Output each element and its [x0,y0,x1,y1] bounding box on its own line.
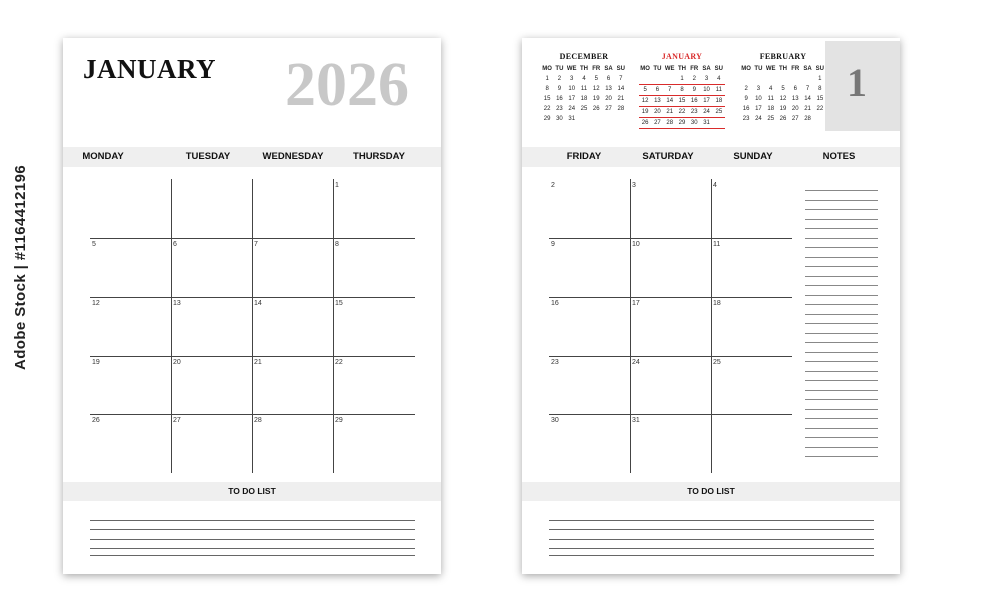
notes-line [805,304,878,305]
mini-week-row [740,84,826,94]
mini-weekday: SU [616,66,625,72]
mini-weekday: MO [640,66,650,72]
mini-date: 5 [594,76,598,82]
mini-date: 4 [769,86,773,92]
mini-date: 22 [543,106,551,112]
mini-date: 24 [568,106,576,112]
mini-date: 6 [655,87,660,93]
grid-col-line [711,179,712,473]
todo-line [90,555,415,556]
todo-header-bar [522,482,900,501]
day-header-tuesday: TUESDAY [185,151,231,162]
mini-date: 2 [744,86,748,92]
notes-line [805,390,878,391]
notes-line [805,399,878,400]
date-number: 20 [173,359,181,366]
year-label: 2026 [285,51,409,119]
date-number: 2 [551,182,555,189]
mini-date: 30 [556,116,563,122]
mini-week-row [639,118,725,129]
mini-date: 7 [805,86,810,92]
mini-date: 2 [692,76,696,82]
todo-line [549,520,874,521]
notes-line [805,247,878,248]
day-header-saturday: SATURDAY [642,151,694,162]
mini-weekday: SA [604,66,613,72]
mini-date [664,74,676,84]
mini-date [740,74,752,84]
notes-line [805,228,878,229]
mini-date: 21 [666,109,674,115]
mini-date: 27 [791,116,799,122]
mini-date: 3 [756,86,761,92]
left-planner-page [63,38,441,574]
mini-date: 4 [717,76,721,82]
mini-weekday: TU [754,66,763,72]
mini-date: 9 [557,86,562,92]
mini-date: 11 [767,96,774,102]
mini-date: 13 [791,96,799,102]
mini-weekday: TU [555,66,564,72]
date-number: 27 [173,417,181,424]
mini-date [777,74,789,84]
todo-label: TO DO LIST [687,486,735,496]
grid-col-line [171,179,172,473]
date-number: 13 [173,300,181,307]
date-number: 6 [173,241,177,248]
mini-date: 25 [580,106,588,112]
notes-line [805,295,878,296]
grid-row-line [549,238,792,239]
mini-weekday: TH [677,66,686,72]
notes-line [805,266,878,267]
mini-date [752,74,764,84]
notes-line [805,200,878,201]
mini-weekday: FR [690,66,699,72]
mini-date [713,118,725,128]
mini-date: 28 [804,116,811,122]
notes-line [805,276,878,277]
mini-date: 10 [755,96,762,102]
mini-weekday-row [541,64,627,74]
mini-weekday: SU [815,66,824,72]
grid-col-line [630,179,631,473]
mini-date [590,114,602,124]
mini-calendar [541,52,627,124]
date-number: 23 [551,359,559,366]
todo-line [90,520,415,521]
mini-date: 15 [543,96,551,102]
mini-date: 7 [619,76,623,82]
mini-date: 20 [605,96,612,102]
mini-date: 29 [678,120,686,126]
mini-date: 12 [641,98,649,104]
month-title: JANUARY [83,54,217,84]
todo-line [90,539,415,540]
mini-weekday: WE [765,66,776,72]
notes-line [805,409,878,410]
mini-date: 17 [568,96,576,102]
notes-line [805,257,878,258]
date-number: 17 [632,300,640,307]
notes-line [805,323,878,324]
mini-date: 20 [791,106,799,112]
date-number: 16 [551,300,559,307]
day-header-wednesday: WEDNESDAY [262,151,324,162]
mini-date: 29 [543,116,551,122]
mini-date: 28 [617,106,625,112]
day-header-sunday: SUNDAY [733,151,773,162]
mini-week-row [541,74,627,84]
mini-date: 1 [545,76,549,82]
mini-date: 18 [715,98,723,104]
mini-weekday-row [740,64,826,74]
notes-line [805,352,878,353]
date-number: 10 [632,241,640,248]
mini-calendar-title: JANUARY [661,52,703,61]
mini-date: 17 [755,106,762,112]
mini-date: 24 [703,109,710,115]
mini-date: 16 [690,98,698,104]
mini-date: 15 [678,98,686,104]
mini-date: 21 [617,96,625,102]
mini-week-row [541,94,627,104]
mini-week-row [639,85,725,96]
mini-date: 18 [580,96,588,102]
mini-date: 8 [818,86,822,92]
date-number: 5 [92,241,96,248]
mini-date: 21 [804,106,811,112]
todo-line [549,555,874,556]
mini-date: 27 [654,120,661,126]
mini-date: 10 [568,86,576,92]
notes-line [805,380,878,381]
date-number: 1 [335,182,339,189]
date-number: 9 [551,241,555,248]
date-number: 15 [335,300,343,307]
mini-date: 23 [556,106,563,112]
notes-line [805,314,878,315]
date-number: 18 [713,300,721,307]
date-number: 7 [254,241,258,248]
mini-week-row [740,104,826,114]
mini-weekday: SA [702,66,711,72]
mini-weekday: MO [741,66,751,72]
mini-date: 11 [580,86,588,92]
mini-date: 2 [557,76,562,82]
mini-date: 9 [692,87,696,93]
mini-week-row [639,107,725,118]
notes-line [805,456,878,457]
mini-date: 18 [767,106,775,112]
grid-row-line [549,356,792,357]
notes-line [805,342,878,343]
mini-date: 26 [641,120,649,126]
stock-id-text: Adobe Stock | #1164412196 [12,164,29,370]
notes-line [805,190,878,191]
week-number: 1 [847,60,867,105]
notes-line [805,447,878,448]
mini-date: 10 [703,87,710,93]
mini-date: 31 [703,120,710,126]
notes-line [805,428,878,429]
mini-date [602,114,614,124]
mini-date [651,74,663,84]
mini-weekday: SU [714,66,723,72]
mini-date [765,74,777,84]
mini-date: 27 [605,106,612,112]
mini-date: 13 [654,98,661,104]
mini-date: 12 [592,86,600,92]
date-number: 25 [713,359,721,366]
mini-date: 14 [666,98,674,104]
date-number: 11 [713,241,721,248]
mini-weekday-row [639,64,725,74]
mini-weekday: TU [653,66,662,72]
mini-week-row [639,96,725,107]
notes-line [805,437,878,438]
mini-date: 20 [654,109,661,115]
grid-row-line [549,297,792,298]
mini-date: 14 [617,86,625,92]
mini-date [789,74,801,84]
notes-line [805,361,878,362]
notes-line [805,219,878,220]
mini-date: 30 [690,120,698,126]
todo-line [90,529,415,530]
date-number: 30 [551,417,559,424]
day-header-bar [522,147,900,167]
date-number: 3 [632,182,636,189]
mini-weekday: TH [579,66,588,72]
mini-date: 23 [690,109,698,115]
mini-date: 7 [668,87,672,93]
mini-date: 25 [767,116,775,122]
date-number: 31 [632,417,640,424]
mini-date: 14 [804,96,811,102]
mini-date [615,114,627,124]
mini-calendar [740,52,826,124]
mini-date [801,74,813,84]
mini-date [578,114,590,124]
todo-label: TO DO LIST [228,486,276,496]
week-number-box [825,41,900,131]
day-header-thursday: THURSDAY [353,151,405,162]
mini-date: 6 [793,86,797,92]
mini-weekday: FR [592,66,601,72]
mini-date: 24 [755,116,762,122]
notes-line [805,238,878,239]
mini-date: 26 [592,106,600,112]
mini-date: 4 [582,76,586,82]
mini-week-row [639,74,725,85]
mini-date: 12 [779,96,787,102]
mini-date: 25 [715,109,723,115]
mini-weekday: WE [566,66,577,72]
date-number: 28 [254,417,262,424]
mini-date: 11 [715,87,722,93]
date-number: 8 [335,241,339,248]
mini-date: 19 [641,109,649,115]
todo-line [549,539,874,540]
mini-date: 22 [816,106,824,112]
todo-header-bar [63,482,441,501]
date-number: 4 [713,182,717,189]
day-header-friday: FRIDAY [566,151,602,162]
mini-date: 1 [680,76,684,82]
date-number: 14 [254,300,262,307]
grid-col-line [252,179,253,473]
notes-line [805,418,878,419]
mini-date: 16 [742,106,750,112]
mini-date: 19 [592,96,600,102]
date-number: 24 [632,359,640,366]
mini-date: 3 [570,76,574,82]
mini-weekday: FR [791,66,800,72]
right-planner-page [522,38,900,574]
mini-date: 19 [779,106,787,112]
mini-week-row [740,74,826,84]
date-number: 26 [92,417,100,424]
mini-calendar [639,52,725,129]
mini-week-row [541,84,627,94]
date-number: 22 [335,359,343,366]
mini-date: 5 [643,87,647,93]
date-number: 29 [335,417,343,424]
date-number: 21 [254,359,262,366]
mini-date: 23 [742,116,750,122]
mini-date: 8 [545,86,549,92]
todo-line [549,529,874,530]
mini-date: 17 [703,98,710,104]
mini-calendar-title: DECEMBER [559,52,609,61]
mini-week-row [541,114,627,124]
mini-date: 5 [781,86,785,92]
notes-line [805,285,878,286]
todo-line [90,548,415,549]
mini-date [639,74,651,84]
mini-date: 22 [678,109,686,115]
mini-date: 13 [605,86,612,92]
mini-date: 3 [704,76,709,82]
mini-date: 15 [816,96,824,102]
mini-week-row [541,104,627,114]
grid-col-line [333,179,334,473]
mini-weekday: MO [542,66,552,72]
mini-weekday: WE [664,66,675,72]
mini-date: 1 [818,76,822,82]
todo-line [549,548,874,549]
mini-date: 28 [666,120,674,126]
mini-week-row [740,94,826,104]
mini-date: 6 [606,76,611,82]
mini-date: 31 [568,116,576,122]
mini-date: 16 [556,96,563,102]
mini-calendar-title: FEBRUARY [759,52,807,61]
grid-row-line [549,414,792,415]
mini-date: 26 [779,116,787,122]
notes-line [805,209,878,210]
mini-date: 9 [744,96,748,102]
notes-line [805,333,878,334]
notes-line [805,371,878,372]
date-number: 19 [92,359,100,366]
day-header-bar [63,147,441,167]
day-header-monday: MONDAY [82,151,124,162]
date-number: 12 [92,300,100,307]
mini-weekday: TH [778,66,787,72]
mini-weekday: SA [803,66,812,72]
mini-date: 8 [680,87,684,93]
day-header-notes: NOTES [822,151,856,162]
mini-week-row [740,114,826,124]
